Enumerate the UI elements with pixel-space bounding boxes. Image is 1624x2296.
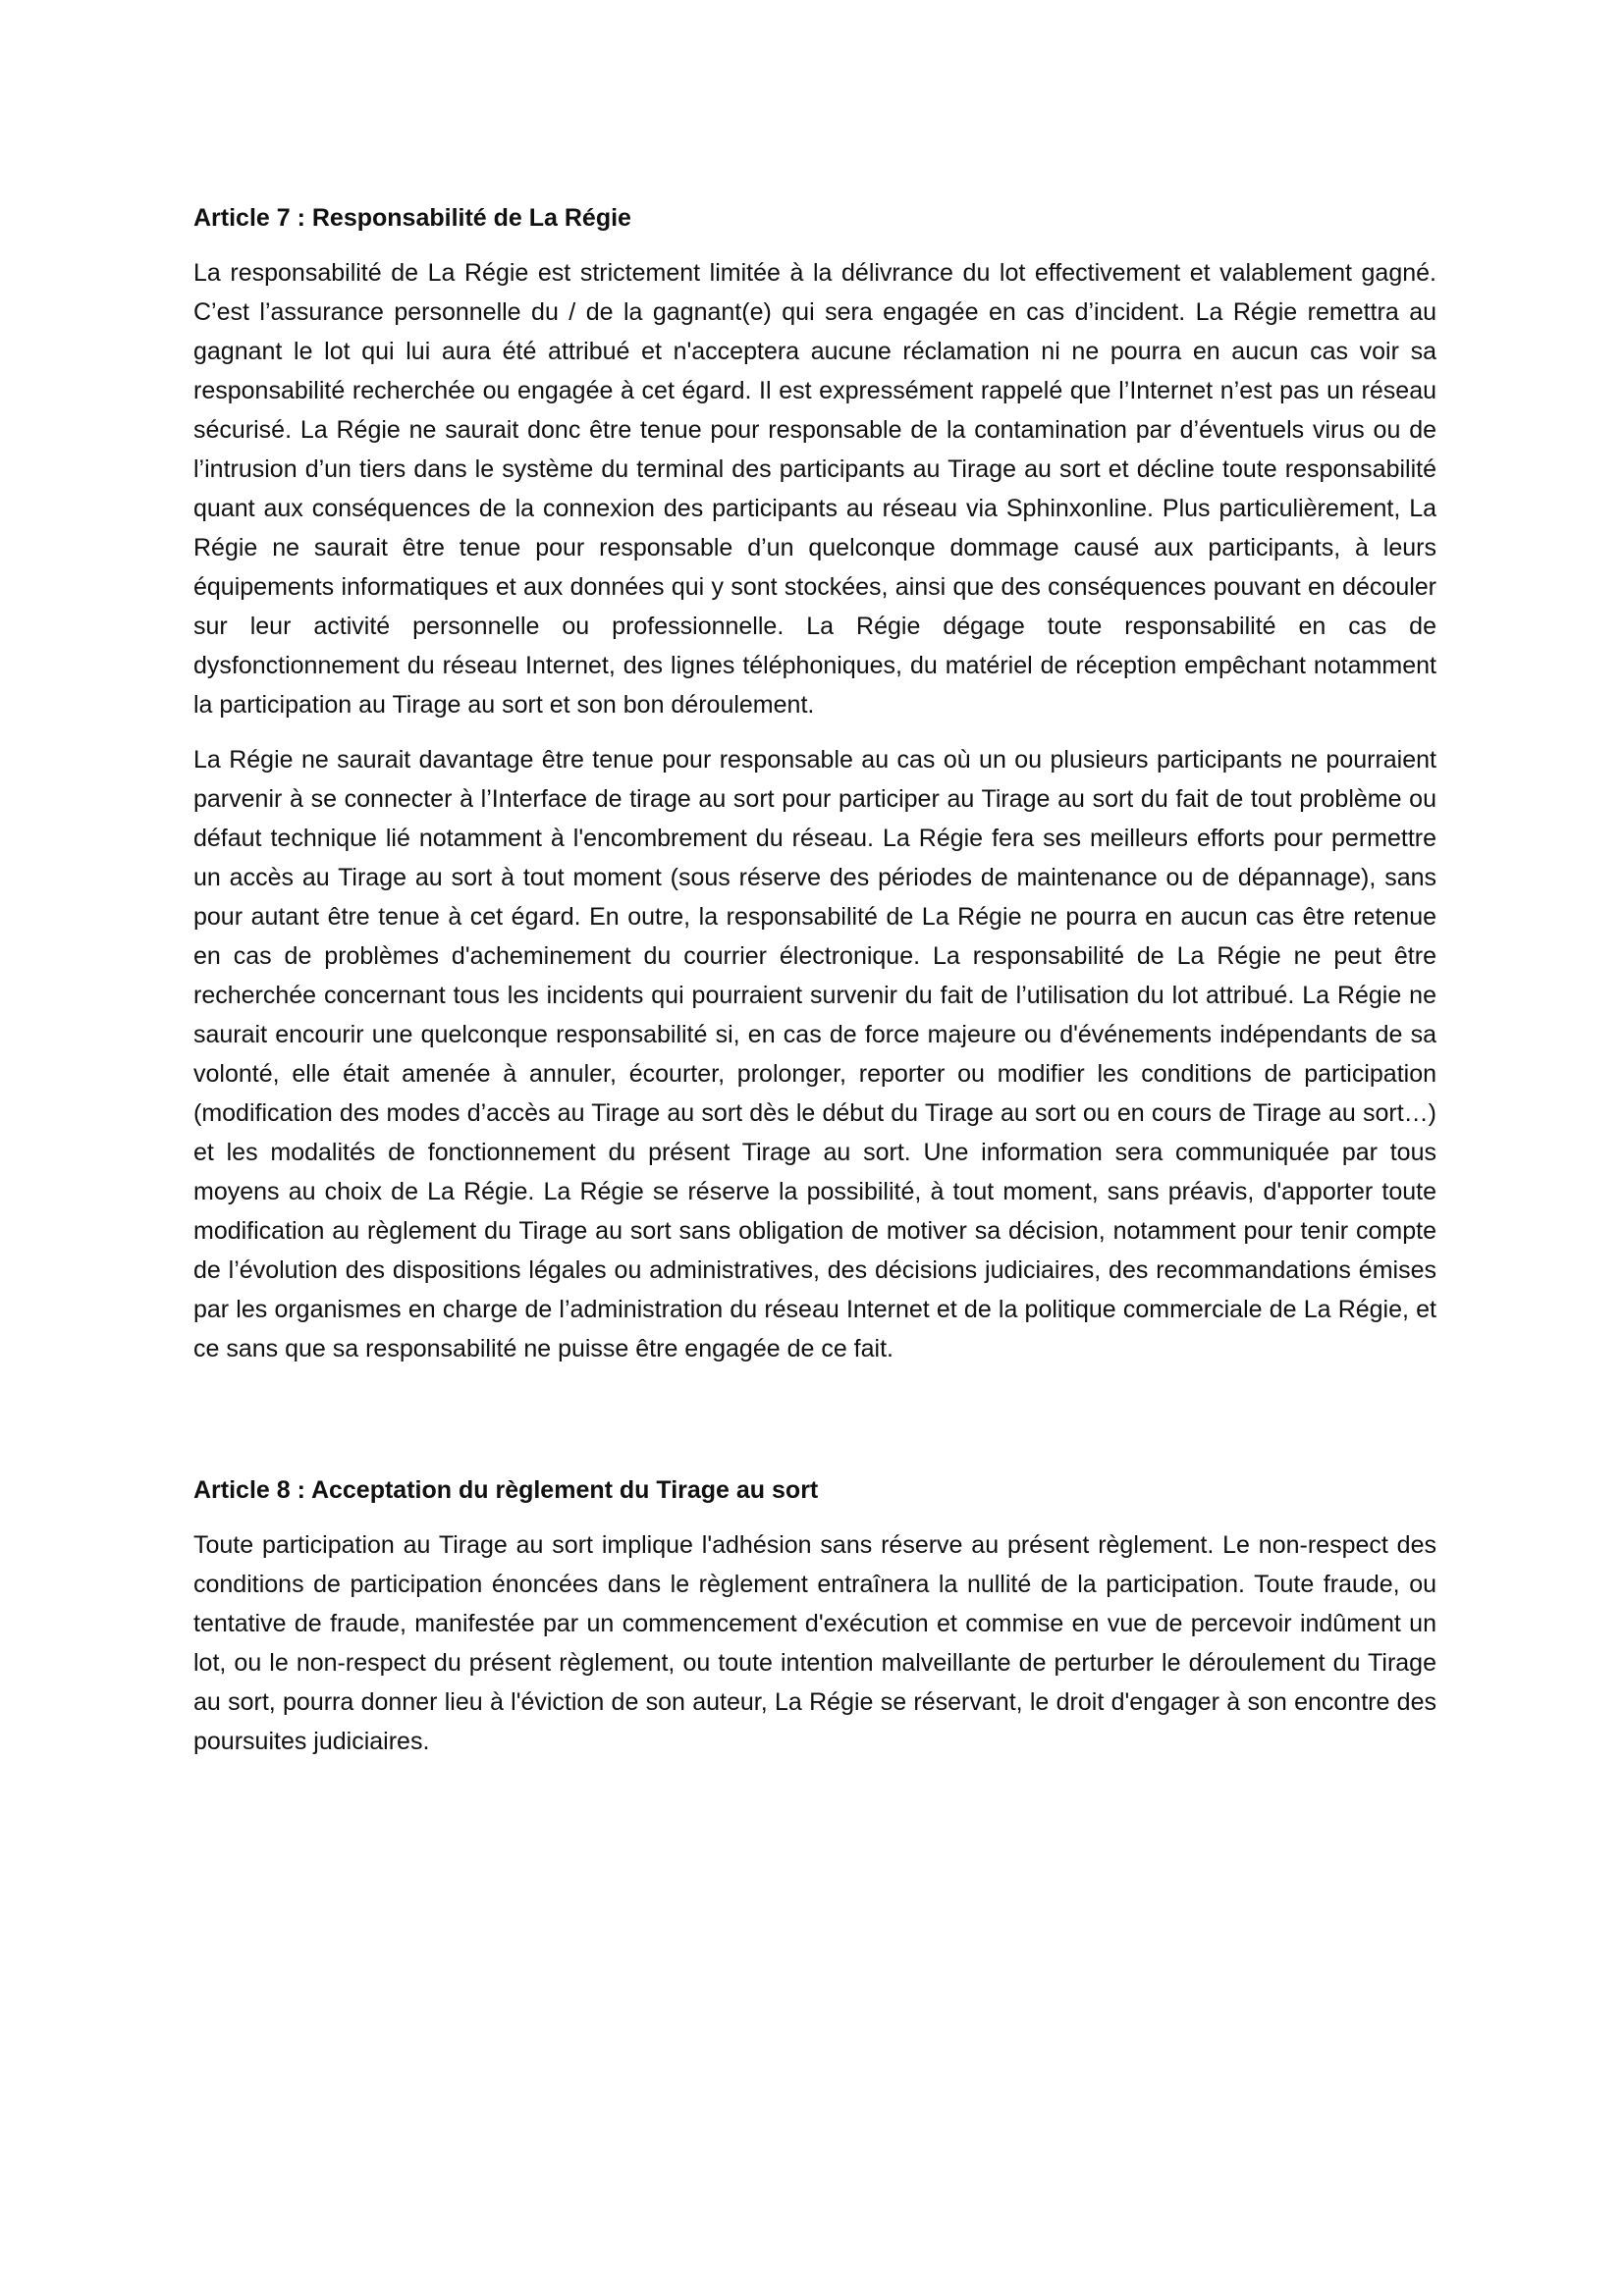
article-7-paragraph-2: La Régie ne saurait davantage être tenue pour responsable au cas où un ou plusieurs participants ne pourraient parvenir à se connecter à l’Interface de tirage au sort pour participer au Tirage au sort du fait de tout problème ou défaut technique lié notamment à l'encombrement du réseau. La Régie fera ses meilleurs efforts pour permettre un accès au Tirage au sort à tout moment (sous réserve des périodes de maintenance ou de dépannage), sans pour autant être tenue à cet égard. En outre, la responsabilité de La Régie ne pourra en aucun cas être retenue en cas de problèmes d'acheminement du courrier électronique. La responsabilité de La Régie ne peut être recherchée concernant tous les incidents qui pourraient survenir du fait de l’utilisation du lot attribué. La Régie ne saurait encourir une quelconque responsabilité si, en cas de force majeure ou d'événements indépendants de sa volonté, elle était amenée à annuler, écourter, prolonger, reporter ou modifier les conditions de participation (modification des modes d’accès au Tirage au sort dès le début du Tirage au sort ou en cours de Tirage au sort…) et les modalités de fonctionnement du présent Tirage au sort. Une information sera communiquée par tous moyens au choix de La Régie. La Régie se réserve la possibilité, à tout moment, sans préavis, d'apporter toute modification au règlement du Tirage au sort sans obligation de motiver sa décision, notamment pour tenir compte de l’évolution des dispositions légales ou administratives, des décisions judiciaires, des recommandations émises par les organismes en charge de l’administration du réseau Internet et de la politique commerciale de La Régie, et ce sans que sa responsabilité ne puisse être engagée de ce fait. bbox=[193, 746, 1436, 1362]
article-7-paragraph-1: La responsabilité de La Régie est strictement limitée à la délivrance du lot effectivement et valablement gagné. C’est l’assurance personnelle du / de la gagnant(e) qui sera engagée en cas d’incident. La Régie remettra au gagnant le lot qui lui aura été attribué et n'acceptera aucune réclamation ni ne pourra en aucun cas voir sa responsabilité recherchée ou engagée à cet égard. Il est expressément rappelé que l’Internet n’est pas un réseau sécurisé. La Régie ne saurait donc être tenue pour responsable de la contamination par d’éventuels virus ou de l’intrusion d’un tiers dans le système du terminal des participants au Tirage au sort et décline toute responsabilité quant aux conséquences de la connexion des participants au réseau via Sphinxonline. Plus particulièrement, La Régie ne saurait être tenue pour responsable d’un quelconque dommage causé aux participants, à leurs équipements informatiques et aux données qui y sont stockées, ainsi que des conséquences pouvant en découler sur leur activité personnelle ou professionnelle. La Régie dégage toute responsabilité en cas de dysfonctionnement du réseau Internet, des lignes téléphoniques, du matériel de réception empêchant notamment la participation au Tirage au sort et son bon déroulement. bbox=[193, 259, 1436, 719]
article-8 bbox=[193, 1470, 1436, 1761]
article-8-paragraph-1: Toute participation au Tirage au sort implique l'adhésion sans réserve au présent règlement. Le non-respect des conditions de participation énoncées dans le règlement entraînera la nullité de la participation. Toute fraude, ou tentative de fraude, manifestée par un commencement d'exécution et commise en vue de percevoir indûment un lot, ou le non-respect du présent règlement, ou toute intention malveillante de perturber le déroulement du Tirage au sort, pourra donner lieu à l'éviction de son auteur, La Régie se réservant, le droit d'engager à son encontre des poursuites judiciaires. bbox=[193, 1531, 1436, 1755]
article-7 bbox=[193, 198, 1436, 1368]
article-7-title: Article 7 : Responsabilité de La Régie bbox=[193, 204, 631, 232]
article-8-title: Article 8 : Acceptation du règlement du Tirage au sort bbox=[193, 1476, 819, 1504]
section-spacer bbox=[193, 1384, 1436, 1470]
